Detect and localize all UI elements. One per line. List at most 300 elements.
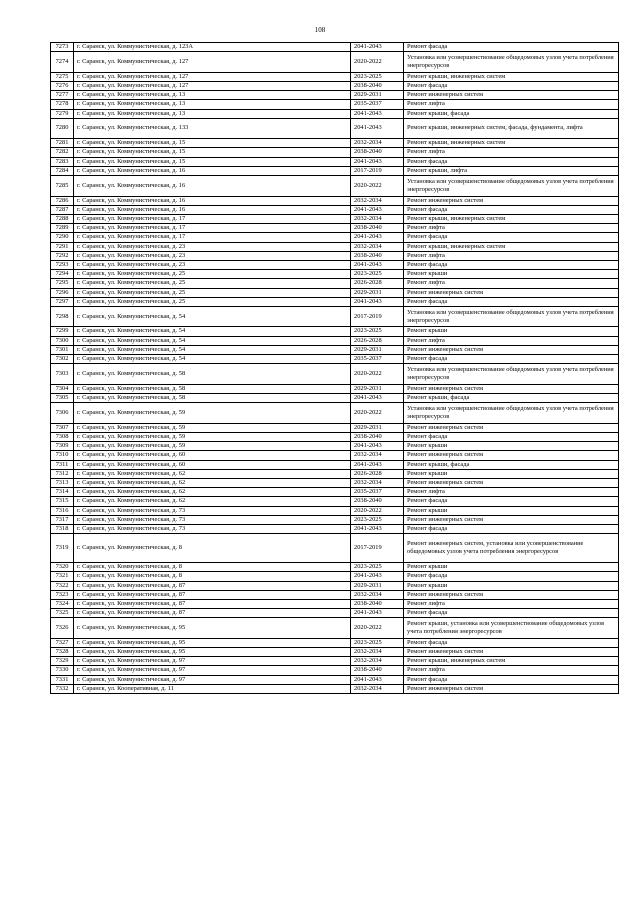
period-cell: 2020-2022 — [351, 618, 404, 639]
row-number: 7317 — [51, 515, 74, 524]
row-number: 7309 — [51, 442, 74, 451]
table-row — [51, 638, 619, 647]
table-row — [51, 432, 619, 441]
period-cell: 2029-2031 — [351, 423, 404, 432]
period-cell: 2041-2043 — [351, 460, 404, 469]
period-cell: 2041-2043 — [351, 675, 404, 684]
table-row — [51, 109, 619, 118]
address-cell: г. Саранск, ул. Коммунистическая, д. 133 — [74, 118, 351, 139]
period-cell: 2032-2034 — [351, 196, 404, 205]
period-cell: 2041-2043 — [351, 393, 404, 402]
table-row — [51, 648, 619, 657]
address-cell: г. Саранск, ул. Коммунистическая, д. 97 — [74, 666, 351, 675]
address-cell: г. Саранск, ул. Коммунистическая, д. 54 — [74, 345, 351, 354]
row-number: 7300 — [51, 336, 74, 345]
work-type-cell: Ремонт крыши — [404, 563, 619, 572]
table-row — [51, 497, 619, 506]
table-row — [51, 460, 619, 469]
table-row — [51, 675, 619, 684]
row-number: 7295 — [51, 279, 74, 288]
table-row — [51, 196, 619, 205]
table-row — [51, 157, 619, 166]
address-cell: г. Саранск, ул. Коммунистическая, д. 97 — [74, 657, 351, 666]
table-row — [51, 442, 619, 451]
row-number: 7288 — [51, 214, 74, 223]
table-row — [51, 251, 619, 260]
row-number: 7273 — [51, 43, 74, 52]
table-row — [51, 423, 619, 432]
address-cell: г. Саранск, ул. Коммунистическая, д. 8 — [74, 534, 351, 563]
work-type-cell: Ремонт крыши, установка или усовершенствование общедомовых узлов учета потребления энергоресурсов — [404, 618, 619, 639]
address-cell: г. Саранск, ул. Коммунистическая, д. 23 — [74, 260, 351, 269]
period-cell: 2026-2028 — [351, 336, 404, 345]
period-cell: 2023-2025 — [351, 515, 404, 524]
address-cell: г. Саранск, ул. Коммунистическая, д. 123А — [74, 43, 351, 52]
address-cell: г. Саранск, ул. Коммунистическая, д. 8 — [74, 563, 351, 572]
work-type-cell: Ремонт крыши, инженерных систем — [404, 657, 619, 666]
row-number: 7328 — [51, 648, 74, 657]
table-row — [51, 534, 619, 563]
period-cell: 2038-2040 — [351, 148, 404, 157]
work-type-cell: Ремонт фасада — [404, 81, 619, 90]
work-type-cell: Ремонт крыши, инженерных систем — [404, 139, 619, 148]
row-number: 7308 — [51, 432, 74, 441]
work-type-cell: Ремонт крыши — [404, 327, 619, 336]
row-number: 7275 — [51, 72, 74, 81]
period-cell: 2020-2022 — [351, 52, 404, 73]
work-type-cell: Установка или усовершенствование общедомовых узлов учета потребления энергоресурсов — [404, 52, 619, 73]
work-type-cell: Ремонт крыши — [404, 469, 619, 478]
address-cell: г. Саранск, ул. Коммунистическая, д. 54 — [74, 336, 351, 345]
address-cell: г. Саранск, ул. Коммунистическая, д. 8 — [74, 572, 351, 581]
address-cell: г. Саранск, ул. Коммунистическая, д. 15 — [74, 139, 351, 148]
row-number: 7320 — [51, 563, 74, 572]
work-type-cell: Ремонт фасада — [404, 524, 619, 533]
table-row — [51, 469, 619, 478]
work-type-cell: Ремонт лифта — [404, 599, 619, 608]
address-cell: г. Саранск, ул. Коммунистическая, д. 97 — [74, 675, 351, 684]
address-cell: г. Саранск, ул. Коммунистическая, д. 62 — [74, 497, 351, 506]
work-type-cell: Ремонт фасада — [404, 497, 619, 506]
address-cell: г. Саранск, ул. Коммунистическая, д. 13 — [74, 109, 351, 118]
row-number: 7293 — [51, 260, 74, 269]
work-type-cell: Ремонт инженерных систем — [404, 288, 619, 297]
row-number: 7313 — [51, 478, 74, 487]
row-number: 7298 — [51, 306, 74, 327]
work-type-cell: Ремонт лифта — [404, 224, 619, 233]
work-type-cell: Ремонт крыши, инженерных систем, фасада, фундамента, лифта — [404, 118, 619, 139]
work-type-cell: Ремонт фасада — [404, 355, 619, 364]
period-cell: 2041-2043 — [351, 260, 404, 269]
table-row — [51, 572, 619, 581]
table-row — [51, 242, 619, 251]
row-number: 7332 — [51, 684, 74, 693]
table-row — [51, 327, 619, 336]
period-cell: 2041-2043 — [351, 118, 404, 139]
work-type-cell: Установка или усовершенствование общедомовых узлов учета потребления энергоресурсов — [404, 403, 619, 424]
table-row — [51, 581, 619, 590]
table-row — [51, 270, 619, 279]
work-type-cell: Установка или усовершенствование общедомовых узлов учета потребления энергоресурсов — [404, 364, 619, 385]
work-type-cell: Ремонт лифта — [404, 100, 619, 109]
address-cell: г. Саранск, ул. Коммунистическая, д. 25 — [74, 297, 351, 306]
period-cell: 2017-2019 — [351, 166, 404, 175]
table-row — [51, 364, 619, 385]
work-type-cell: Ремонт инженерных систем — [404, 423, 619, 432]
work-type-cell: Ремонт фасада — [404, 260, 619, 269]
period-cell: 2032-2034 — [351, 451, 404, 460]
row-number: 7283 — [51, 157, 74, 166]
table-row — [51, 52, 619, 73]
row-number: 7291 — [51, 242, 74, 251]
work-type-cell: Ремонт крыши — [404, 442, 619, 451]
period-cell: 2041-2043 — [351, 442, 404, 451]
period-cell: 2032-2034 — [351, 657, 404, 666]
address-cell: г. Саранск, ул. Коммунистическая, д. 127 — [74, 72, 351, 81]
address-cell: г. Саранск, ул. Коммунистическая, д. 15 — [74, 148, 351, 157]
work-type-cell: Ремонт инженерных систем — [404, 590, 619, 599]
table-row — [51, 72, 619, 81]
period-cell: 2041-2043 — [351, 205, 404, 214]
address-cell: г. Саранск, ул. Коммунистическая, д. 87 — [74, 581, 351, 590]
work-type-cell: Ремонт инженерных систем — [404, 515, 619, 524]
work-type-cell: Ремонт фасада — [404, 609, 619, 618]
period-cell: 2035-2037 — [351, 100, 404, 109]
table-row — [51, 81, 619, 90]
row-number: 7316 — [51, 506, 74, 515]
period-cell: 2038-2040 — [351, 224, 404, 233]
address-cell: г. Саранск, ул. Коммунистическая, д. 95 — [74, 648, 351, 657]
work-type-cell: Ремонт крыши, лифта — [404, 166, 619, 175]
row-number: 7305 — [51, 393, 74, 402]
period-cell: 2020-2022 — [351, 364, 404, 385]
period-cell: 2041-2043 — [351, 572, 404, 581]
row-number: 7279 — [51, 109, 74, 118]
work-type-cell: Ремонт инженерных систем — [404, 478, 619, 487]
row-number: 7307 — [51, 423, 74, 432]
period-cell: 2032-2034 — [351, 648, 404, 657]
work-type-cell: Установка или усовершенствование общедомовых узлов учета потребления энергоресурсов — [404, 176, 619, 197]
table-row — [51, 43, 619, 52]
address-cell: г. Саранск, ул. Коммунистическая, д. 58 — [74, 384, 351, 393]
work-type-cell: Ремонт инженерных систем — [404, 196, 619, 205]
table-row — [51, 355, 619, 364]
work-type-cell: Ремонт крыши — [404, 581, 619, 590]
work-type-cell: Ремонт фасада — [404, 432, 619, 441]
period-cell: 2038-2040 — [351, 432, 404, 441]
period-cell: 2038-2040 — [351, 666, 404, 675]
address-cell: г. Саранск, ул. Коммунистическая, д. 59 — [74, 403, 351, 424]
period-cell: 2023-2025 — [351, 270, 404, 279]
address-cell: г. Саранск, ул. Коммунистическая, д. 16 — [74, 176, 351, 197]
table-row — [51, 345, 619, 354]
address-cell: г. Саранск, ул. Коммунистическая, д. 58 — [74, 364, 351, 385]
period-cell: 2026-2028 — [351, 279, 404, 288]
period-cell: 2020-2022 — [351, 403, 404, 424]
work-type-cell: Ремонт лифта — [404, 488, 619, 497]
period-cell: 2032-2034 — [351, 590, 404, 599]
row-number: 7325 — [51, 609, 74, 618]
period-cell: 2029-2031 — [351, 288, 404, 297]
address-cell: г. Саранск, ул. Коммунистическая, д. 58 — [74, 393, 351, 402]
work-type-cell: Ремонт фасада — [404, 205, 619, 214]
address-cell: г. Саранск, ул. Коммунистическая, д. 25 — [74, 270, 351, 279]
address-cell: г. Саранск, ул. Коммунистическая, д. 95 — [74, 638, 351, 647]
address-cell: г. Саранск, ул. Коммунистическая, д. 127 — [74, 52, 351, 73]
address-cell: г. Саранск, ул. Коммунистическая, д. 60 — [74, 460, 351, 469]
row-number: 7310 — [51, 451, 74, 460]
address-cell: г. Саранск, ул. Коммунистическая, д. 62 — [74, 469, 351, 478]
row-number: 7311 — [51, 460, 74, 469]
table-row — [51, 563, 619, 572]
table-row — [51, 176, 619, 197]
work-type-cell: Ремонт крыши, фасада — [404, 460, 619, 469]
table-row — [51, 515, 619, 524]
period-cell: 2041-2043 — [351, 609, 404, 618]
period-cell: 2041-2043 — [351, 297, 404, 306]
row-number: 7297 — [51, 297, 74, 306]
row-number: 7299 — [51, 327, 74, 336]
row-number: 7329 — [51, 657, 74, 666]
work-type-cell: Ремонт фасада — [404, 43, 619, 52]
work-type-cell: Ремонт крыши, инженерных систем — [404, 242, 619, 251]
repair-schedule-table — [50, 42, 619, 694]
table-row — [51, 506, 619, 515]
row-number: 7318 — [51, 524, 74, 533]
period-cell: 2038-2040 — [351, 497, 404, 506]
address-cell: г. Саранск, ул. Коммунистическая, д. 73 — [74, 506, 351, 515]
period-cell: 2017-2019 — [351, 534, 404, 563]
table-row — [51, 118, 619, 139]
table-row — [51, 609, 619, 618]
address-cell: г. Саранск, ул. Коммунистическая, д. 25 — [74, 279, 351, 288]
period-cell: 2038-2040 — [351, 81, 404, 90]
period-cell: 2029-2031 — [351, 345, 404, 354]
address-cell: г. Саранск, ул. Коммунистическая, д. 16 — [74, 205, 351, 214]
period-cell: 2029-2031 — [351, 384, 404, 393]
row-number: 7304 — [51, 384, 74, 393]
row-number: 7326 — [51, 618, 74, 639]
table-row — [51, 336, 619, 345]
row-number: 7285 — [51, 176, 74, 197]
table-row — [51, 590, 619, 599]
table-row — [51, 306, 619, 327]
work-type-cell: Ремонт инженерных систем — [404, 648, 619, 657]
period-cell: 2032-2034 — [351, 684, 404, 693]
work-type-cell: Ремонт фасада — [404, 638, 619, 647]
row-number: 7274 — [51, 52, 74, 73]
address-cell: г. Саранск, ул. Коммунистическая, д. 87 — [74, 590, 351, 599]
address-cell: г. Саранск, ул. Коммунистическая, д. 23 — [74, 242, 351, 251]
row-number: 7277 — [51, 91, 74, 100]
work-type-cell: Ремонт лифта — [404, 148, 619, 157]
table-row — [51, 288, 619, 297]
work-type-cell: Ремонт лифта — [404, 279, 619, 288]
period-cell: 2032-2034 — [351, 478, 404, 487]
row-number: 7282 — [51, 148, 74, 157]
row-number: 7296 — [51, 288, 74, 297]
row-number: 7286 — [51, 196, 74, 205]
work-type-cell: Ремонт крыши, фасада — [404, 393, 619, 402]
row-number: 7302 — [51, 355, 74, 364]
address-cell: г. Саранск, ул. Коммунистическая, д. 54 — [74, 306, 351, 327]
work-type-cell: Ремонт инженерных систем — [404, 345, 619, 354]
period-cell: 2032-2034 — [351, 139, 404, 148]
row-number: 7324 — [51, 599, 74, 608]
row-number: 7327 — [51, 638, 74, 647]
address-cell: г. Саранск, ул. Коммунистическая, д. 59 — [74, 432, 351, 441]
row-number: 7322 — [51, 581, 74, 590]
work-type-cell: Ремонт лифта — [404, 666, 619, 675]
table-row — [51, 139, 619, 148]
address-cell: г. Саранск, ул. Коммунистическая, д. 23 — [74, 251, 351, 260]
work-type-cell: Ремонт крыши, инженерных систем — [404, 214, 619, 223]
period-cell: 2032-2034 — [351, 214, 404, 223]
work-type-cell: Ремонт фасада — [404, 157, 619, 166]
work-type-cell: Ремонт фасада — [404, 572, 619, 581]
address-cell: г. Саранск, ул. Коммунистическая, д. 73 — [74, 524, 351, 533]
address-cell: г. Саранск, ул. Коммунистическая, д. 17 — [74, 224, 351, 233]
row-number: 7287 — [51, 205, 74, 214]
period-cell: 2041-2043 — [351, 524, 404, 533]
address-cell: г. Саранск, ул. Коммунистическая, д. 13 — [74, 100, 351, 109]
work-type-cell: Ремонт лифта — [404, 251, 619, 260]
table-row — [51, 384, 619, 393]
address-cell: г. Саранск, ул. Коммунистическая, д. 16 — [74, 196, 351, 205]
period-cell: 2029-2031 — [351, 91, 404, 100]
period-cell: 2035-2037 — [351, 488, 404, 497]
row-number: 7303 — [51, 364, 74, 385]
period-cell: 2038-2040 — [351, 599, 404, 608]
period-cell: 2026-2028 — [351, 469, 404, 478]
table-row — [51, 478, 619, 487]
table-row — [51, 684, 619, 693]
row-number: 7315 — [51, 497, 74, 506]
work-type-cell: Ремонт инженерных систем, установка или усовершенствование общедомовых узлов учета потребления энергоресурсов — [404, 534, 619, 563]
address-cell: г. Саранск, ул. Коммунистическая, д. 59 — [74, 442, 351, 451]
row-number: 7314 — [51, 488, 74, 497]
row-number: 7330 — [51, 666, 74, 675]
row-number: 7292 — [51, 251, 74, 260]
period-cell: 2029-2031 — [351, 581, 404, 590]
address-cell: г. Саранск, ул. Коммунистическая, д. 73 — [74, 515, 351, 524]
row-number: 7294 — [51, 270, 74, 279]
work-type-cell: Ремонт инженерных систем — [404, 451, 619, 460]
address-cell: г. Саранск, ул. Коммунистическая, д. 54 — [74, 355, 351, 364]
period-cell: 2023-2025 — [351, 327, 404, 336]
table-row — [51, 100, 619, 109]
work-type-cell: Ремонт фасада — [404, 675, 619, 684]
work-type-cell: Ремонт крыши — [404, 270, 619, 279]
table-body — [51, 43, 619, 694]
address-cell: г. Саранск, ул. Коммунистическая, д. 59 — [74, 423, 351, 432]
work-type-cell: Ремонт фасада — [404, 297, 619, 306]
table-row — [51, 233, 619, 242]
table-row — [51, 205, 619, 214]
period-cell: 2041-2043 — [351, 233, 404, 242]
address-cell: г. Саранск, ул. Кооперативная, д. 11 — [74, 684, 351, 693]
table-row — [51, 148, 619, 157]
work-type-cell: Ремонт инженерных систем — [404, 684, 619, 693]
table-row — [51, 279, 619, 288]
table-row — [51, 260, 619, 269]
work-type-cell: Ремонт крыши, фасада — [404, 109, 619, 118]
work-type-cell: Ремонт крыши — [404, 506, 619, 515]
address-cell: г. Саранск, ул. Коммунистическая, д. 17 — [74, 214, 351, 223]
address-cell: г. Саранск, ул. Коммунистическая, д. 62 — [74, 488, 351, 497]
work-type-cell: Установка или усовершенствование общедомовых узлов учета потребления энергоресурсов — [404, 306, 619, 327]
period-cell: 2041-2043 — [351, 43, 404, 52]
page-number: 108 — [314, 26, 326, 34]
row-number: 7321 — [51, 572, 74, 581]
table-row — [51, 297, 619, 306]
row-number: 7319 — [51, 534, 74, 563]
work-type-cell: Ремонт лифта — [404, 336, 619, 345]
table-row — [51, 618, 619, 639]
work-type-cell: Ремонт фасада — [404, 233, 619, 242]
table-row — [51, 599, 619, 608]
row-number: 7278 — [51, 100, 74, 109]
row-number: 7323 — [51, 590, 74, 599]
period-cell: 2038-2040 — [351, 251, 404, 260]
table-row — [51, 214, 619, 223]
row-number: 7306 — [51, 403, 74, 424]
period-cell: 2023-2025 — [351, 638, 404, 647]
address-cell: г. Саранск, ул. Коммунистическая, д. 17 — [74, 233, 351, 242]
row-number: 7289 — [51, 224, 74, 233]
period-cell: 2035-2037 — [351, 355, 404, 364]
table-row — [51, 403, 619, 424]
row-number: 7281 — [51, 139, 74, 148]
address-cell: г. Саранск, ул. Коммунистическая, д. 87 — [74, 599, 351, 608]
work-type-cell: Ремонт крыши, инженерных систем — [404, 72, 619, 81]
row-number: 7301 — [51, 345, 74, 354]
period-cell: 2020-2022 — [351, 176, 404, 197]
address-cell: г. Саранск, ул. Коммунистическая, д. 87 — [74, 609, 351, 618]
address-cell: г. Саранск, ул. Коммунистическая, д. 60 — [74, 451, 351, 460]
table-row — [51, 451, 619, 460]
period-cell: 2041-2043 — [351, 157, 404, 166]
table-row — [51, 524, 619, 533]
period-cell: 2032-2034 — [351, 242, 404, 251]
address-cell: г. Саранск, ул. Коммунистическая, д. 62 — [74, 478, 351, 487]
address-cell: г. Саранск, ул. Коммунистическая, д. 15 — [74, 157, 351, 166]
address-cell: г. Саранск, ул. Коммунистическая, д. 127 — [74, 81, 351, 90]
row-number: 7280 — [51, 118, 74, 139]
period-cell: 2020-2022 — [351, 506, 404, 515]
table-row — [51, 666, 619, 675]
period-cell: 2041-2043 — [351, 109, 404, 118]
work-type-cell: Ремонт инженерных систем — [404, 91, 619, 100]
address-cell: г. Саранск, ул. Коммунистическая, д. 95 — [74, 618, 351, 639]
table-row — [51, 166, 619, 175]
table-row — [51, 393, 619, 402]
address-cell: г. Саранск, ул. Коммунистическая, д. 13 — [74, 91, 351, 100]
row-number: 7331 — [51, 675, 74, 684]
table-row — [51, 224, 619, 233]
table-row — [51, 91, 619, 100]
row-number: 7290 — [51, 233, 74, 242]
table-row — [51, 657, 619, 666]
table-row — [51, 488, 619, 497]
row-number: 7312 — [51, 469, 74, 478]
address-cell: г. Саранск, ул. Коммунистическая, д. 16 — [74, 166, 351, 175]
row-number: 7284 — [51, 166, 74, 175]
address-cell: г. Саранск, ул. Коммунистическая, д. 54 — [74, 327, 351, 336]
work-type-cell: Ремонт инженерных систем — [404, 384, 619, 393]
period-cell: 2023-2025 — [351, 72, 404, 81]
period-cell: 2017-2019 — [351, 306, 404, 327]
